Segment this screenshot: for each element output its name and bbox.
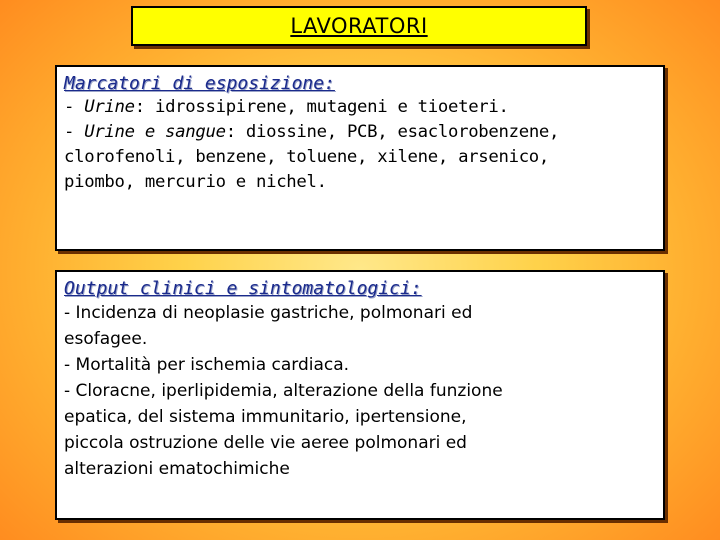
clinical-line: epatica, del sistema immunitario, ipertensione,: [64, 407, 467, 427]
urine-blood-label: Urine e sangue: [84, 122, 226, 142]
urine-blood-markers: : diossine, PCB, esaclorobenzene,: [225, 122, 560, 142]
dash: -: [64, 97, 85, 117]
clinical-line: - Cloracne, iperlipidemia, alterazione della funzione: [64, 381, 503, 401]
clinical-line: - Incidenza di neoplasie gastriche, polmonari ed: [64, 303, 473, 323]
urine-label: Urine: [84, 97, 135, 117]
clinical-line: esofagee.: [64, 329, 148, 349]
clinical-outputs-heading: Output clinici e sintomatologici:: [64, 278, 422, 299]
exposure-line-urine: [64, 95, 655, 120]
urine-markers: : idrossipirene, mutageni e tioeteri.: [134, 97, 509, 117]
exposure-line-4: piombo, mercurio e nichel.: [64, 172, 327, 192]
exposure-line-3: clorofenoli, benzene, toluene, xilene, arsenico,: [64, 147, 550, 167]
exposure-markers-heading: Marcatori di esposizione:: [64, 73, 335, 94]
clinical-line: - Mortalità per ischemia cardiaca.: [64, 355, 350, 375]
slide-title: LAVORATORI: [290, 14, 428, 38]
clinical-outputs-panel: [55, 270, 665, 520]
title-box: [131, 6, 587, 46]
clinical-line: alterazioni ematochimiche: [64, 459, 290, 479]
dash: -: [64, 122, 85, 142]
exposure-markers-panel: [55, 65, 665, 251]
clinical-line: piccola ostruzione delle vie aeree polmonari ed: [64, 433, 467, 453]
exposure-line-urine-blood: [64, 120, 655, 145]
